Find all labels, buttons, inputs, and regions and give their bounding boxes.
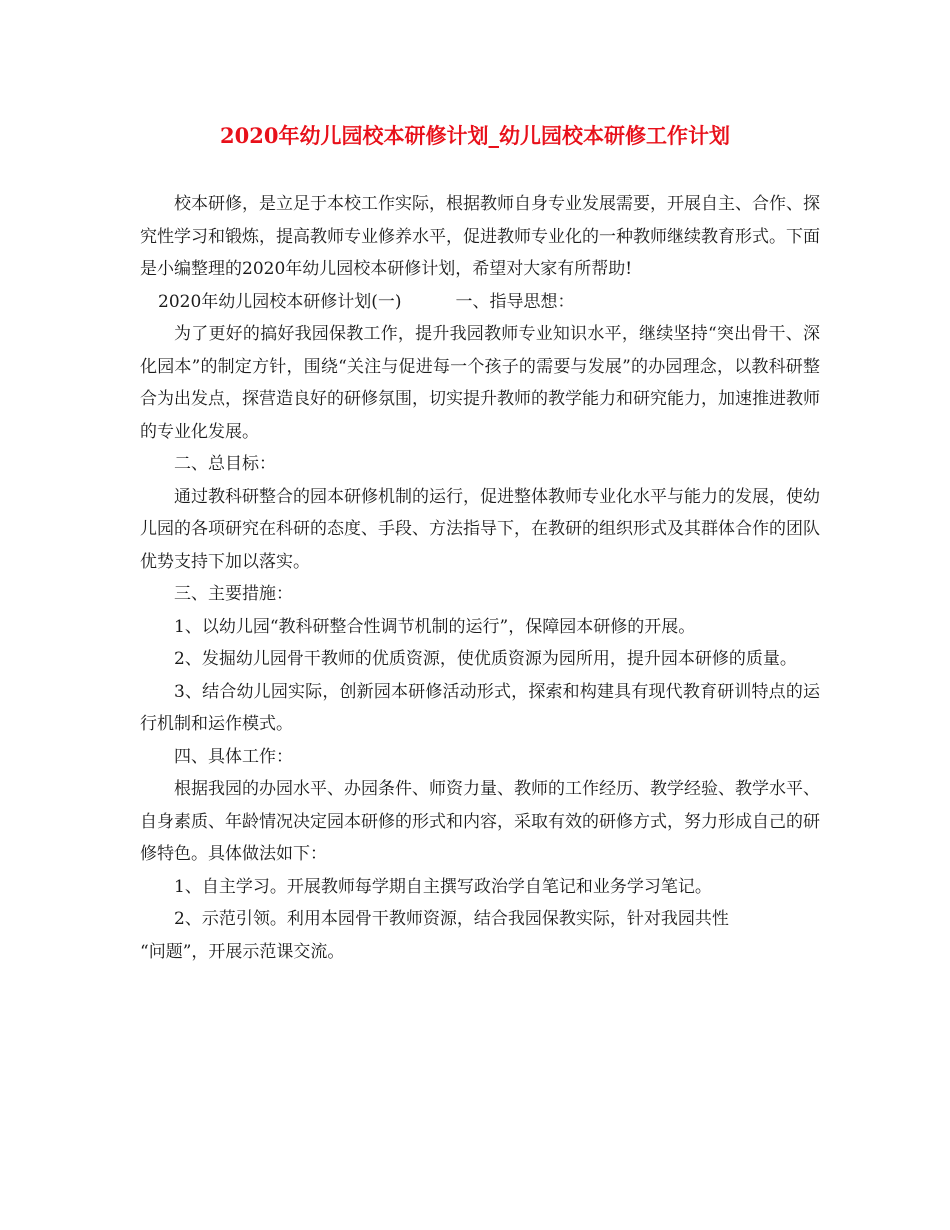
section1-paragraph: 为了更好的搞好我园保教工作，提升我园教师专业知识水平，继续坚持“突出骨干、深化园本”的制定方针，围绕“关注与促进每一个孩子的需要与发展”的办园理念，以教科研整合为出发点，探营造良好的研修氛围，切实提升教师的教学能力和研究能力，加速推进教师的专业化发展。 — [140, 324, 820, 442]
document-title: 2020年幼儿园校本研修计划_幼儿园校本研修工作计划 — [220, 123, 730, 148]
measure-2: 2、发掘幼儿园骨干教师的优质资源，使优质资源为园所用，提升园本研修的质量。 — [174, 649, 797, 669]
section1-heading: 一、指导思想： — [455, 291, 575, 312]
document-body — [140, 188, 820, 968]
section4-paragraph: 根据我园的办园水平、办园条件、师资力量、教师的工作经历、教学经验、教学水平、自身素质、年龄情况决定园本研修的形式和内容，采取有效的研修方式，努力形成自己的研修特色。具体做法如下： — [140, 779, 820, 864]
measure-1: 1、以幼儿园“教科研整合性调节机制的运行”，保障园本研修的开展。 — [174, 616, 696, 637]
section2-heading: 二、总目标： — [174, 454, 276, 474]
work-2-line2: “问题”，开展示范课交流。 — [140, 941, 345, 962]
plan-heading-line — [140, 286, 820, 319]
section2-paragraph: 通过教科研整合的园本研修机制的运行，促进整体教师专业化水平与能力的发展，使幼儿园的各项研究在科研的态度、手段、方法指导下，在教研的组织形式及其群体合作的团队优势支持下加以落实。 — [140, 486, 820, 572]
work-2-line1: 2、示范引领。利用本园骨干教师资源，结合我园保教实际，针对我园共性 — [174, 909, 729, 929]
measure-3: 3、结合幼儿园实际，创新园本研修活动形式，探索和构建具有现代教育研训特点的运行机制和运作模式。 — [140, 681, 820, 734]
work-1: 1、自主学习。开展教师每学期自主撰写政治学自笔记和业务学习笔记。 — [174, 876, 712, 897]
section3-heading: 三、主要措施： — [174, 584, 293, 604]
plan-heading: 2020年幼儿园校本研修计划(一) — [158, 291, 402, 312]
section4-heading: 四、具体工作： — [174, 746, 293, 767]
intro-paragraph: 校本研修，是立足于本校工作实际，根据教师自身专业发展需要，开展自主、合作、探究性学习和锻炼，提高教师专业修养水平，促进教师专业化的一种教师继续教育形式。下面是小编整理的2020年幼儿园校本研修计划，希望对大家有所帮助! — [140, 194, 820, 279]
